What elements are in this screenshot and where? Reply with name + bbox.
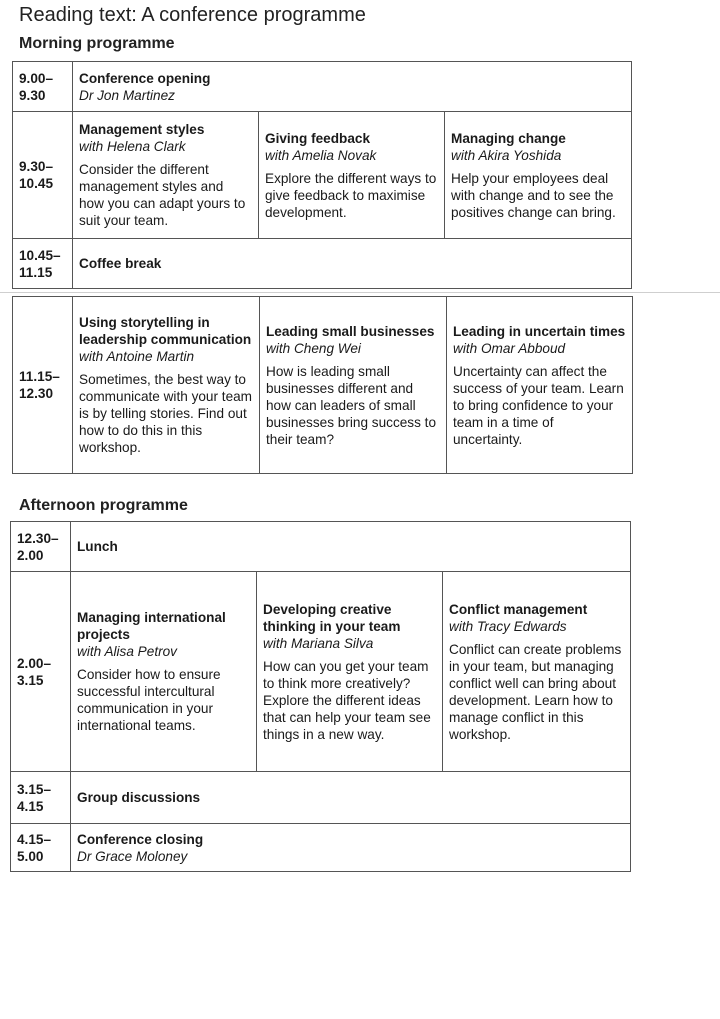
session-title: Leading small businesses [266, 323, 435, 339]
session-title: Leading in uncertain times [453, 323, 626, 339]
page-divider [0, 292, 720, 293]
session-cell [257, 572, 443, 772]
time-cell [11, 772, 71, 824]
session-speaker: with Amelia Novak [265, 147, 377, 163]
session-title: Group discussions [77, 790, 201, 805]
session-description: How is leading small businesses different and how can leaders of small businesses bring success to their team? [266, 363, 437, 447]
schedule-row-opening [13, 62, 632, 112]
session-description: Help your employees deal with change and to see the positives change can bring. [451, 170, 616, 220]
time-cell [11, 522, 71, 572]
morning-table-2 [12, 296, 633, 474]
session-speaker: with Alisa Petrov [77, 644, 177, 659]
afternoon-heading: Afternoon programme [19, 497, 188, 514]
session-title: Managing international projects [77, 610, 226, 642]
time-end: 11.15 [19, 264, 53, 280]
session-cell [73, 62, 632, 112]
session-cell [71, 772, 631, 824]
page-title: Reading text: A conference programme [19, 4, 366, 26]
time-cell [13, 297, 73, 474]
session-speaker: with Antoine Martin [79, 349, 195, 364]
time-end: 5.00 [17, 848, 44, 864]
time-cell [11, 824, 71, 872]
session-cell [443, 572, 631, 772]
session-description: Sometimes, the best way to communicate with your team is by telling stories. Find out how to do this in this workshop. [79, 372, 253, 455]
schedule-row-closing [11, 824, 631, 872]
session-cell [71, 572, 257, 772]
session-description: Explore the different ways to give feedback to maximise development. [265, 170, 437, 220]
time-cell [13, 239, 73, 289]
session-description: Uncertainty can affect the success of your team. Learn to bring confidence to your team in a time of uncertainty. [453, 363, 624, 447]
schedule-row-workshops-3 [11, 572, 631, 772]
time-end: 12.30 [19, 386, 54, 401]
session-cell [73, 297, 260, 474]
session-title: Giving feedback [265, 130, 371, 146]
time-start: 11.15– [19, 369, 60, 384]
session-title: Using storytelling in leadership communication [79, 315, 252, 347]
session-description: How can you get your team to think more creatively? Explore the different ideas that can help your team see things in a new way. [263, 658, 431, 742]
time-start: 4.15– [17, 831, 52, 847]
session-speaker: Dr Jon Martinez [79, 87, 175, 103]
session-title: Management styles [79, 122, 205, 137]
session-title: Developing creative thinking in your team [263, 601, 401, 634]
session-speaker: Dr Grace Moloney [77, 848, 188, 864]
time-cell [13, 112, 73, 239]
session-description: Consider the different management styles and how you can adapt yours to suit your team. [79, 162, 246, 228]
time-start: 2.00– [17, 655, 52, 671]
session-speaker: with Mariana Silva [263, 635, 374, 651]
session-cell [73, 239, 632, 289]
time-start: 10.45– [19, 247, 61, 263]
session-description: Consider how to ensure successful intercultural communication in your international teams. [77, 667, 221, 733]
time-cell [13, 62, 73, 112]
session-cell [260, 297, 447, 474]
session-cell [445, 112, 632, 239]
schedule-row-lunch [11, 522, 631, 572]
session-cell [259, 112, 445, 239]
schedule-row-group-discussions [11, 772, 631, 824]
time-end: 2.00 [17, 547, 44, 563]
time-start: 12.30– [17, 530, 59, 546]
time-end: 10.45 [19, 176, 54, 191]
session-title: Conference opening [79, 70, 211, 86]
session-speaker: with Akira Yoshida [451, 147, 562, 163]
time-start: 3.15– [17, 781, 52, 797]
morning-heading: Morning programme [19, 35, 175, 52]
schedule-row-workshops-1 [13, 112, 632, 239]
session-speaker: with Omar Abboud [453, 340, 566, 356]
time-start: 9.30– [19, 159, 54, 174]
time-end: 4.15 [17, 798, 44, 814]
session-title: Conference closing [77, 831, 204, 847]
session-title: Managing change [451, 130, 566, 146]
session-title: Coffee break [79, 256, 162, 271]
morning-table-1 [12, 61, 632, 289]
session-title: Lunch [77, 539, 118, 554]
session-speaker: with Cheng Wei [266, 340, 361, 356]
schedule-row-workshops-2 [13, 297, 633, 474]
time-cell [11, 572, 71, 772]
session-cell [71, 824, 631, 872]
session-title: Conflict management [449, 601, 588, 617]
time-start: 9.00– [19, 70, 54, 86]
afternoon-table [10, 521, 631, 872]
session-cell [447, 297, 633, 474]
schedule-row-coffee [13, 239, 632, 289]
session-cell [71, 522, 631, 572]
time-end: 9.30 [19, 87, 46, 103]
session-speaker: with Helena Clark [79, 139, 186, 154]
session-speaker: with Tracy Edwards [449, 618, 567, 634]
time-end: 3.15 [17, 672, 44, 688]
session-description: Conflict can create problems in your team, but managing conflict well can bring about development. Learn how to manage conflict in this workshop. [449, 641, 622, 742]
session-cell [73, 112, 259, 239]
